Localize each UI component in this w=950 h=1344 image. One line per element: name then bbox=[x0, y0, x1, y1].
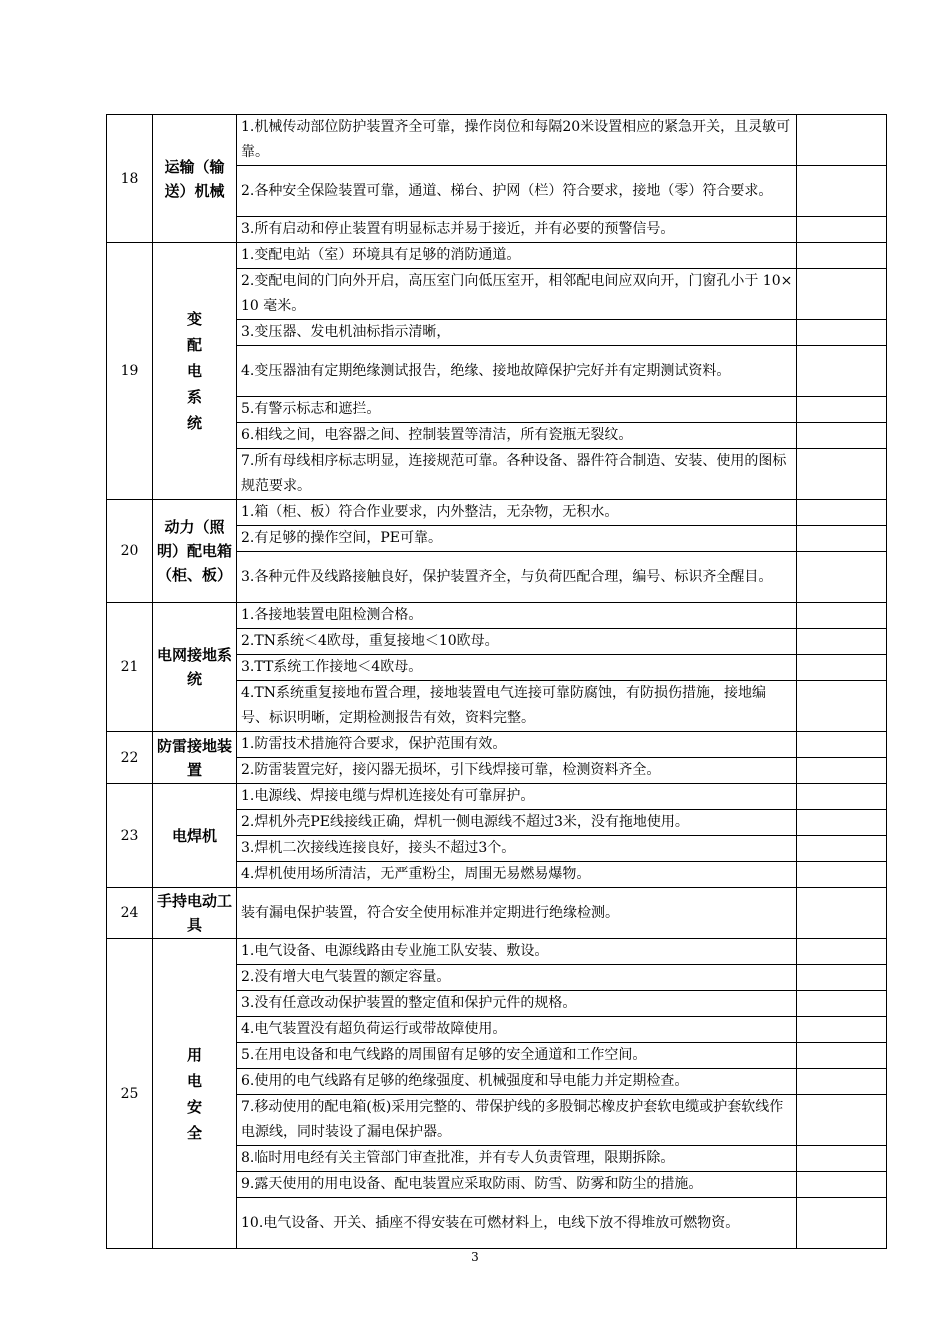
check-result-cell[interactable] bbox=[797, 732, 887, 758]
requirement-item: 装有漏电保护装置，符合安全使用标准并定期进行绝缘检测。 bbox=[237, 888, 797, 939]
requirement-item: 1.各接地装置电阻检测合格。 bbox=[237, 603, 797, 629]
table-row bbox=[107, 888, 887, 939]
requirement-item: 3.变压器、发电机油标指示清晰， bbox=[237, 320, 797, 346]
check-result-cell[interactable] bbox=[797, 888, 887, 939]
category-cell: 动力（照明）配电箱（柜、板） bbox=[153, 500, 237, 603]
requirement-item: 2.防雷装置完好，接闪器无损坏，引下线焊接可靠，检测资料齐全。 bbox=[237, 758, 797, 784]
requirement-item: 4.TN系统重复接地布置合理，接地装置电气连接可靠防腐蚀，有防损伤措施，接地编号、标识明晰，定期检测报告有效，资料完整。 bbox=[237, 681, 797, 732]
check-result-cell[interactable] bbox=[797, 552, 887, 603]
check-result-cell[interactable] bbox=[797, 243, 887, 269]
requirement-item: 4.变压器油有定期绝缘测试报告，绝缘、接地故障保护完好并有定期测试资料。 bbox=[237, 346, 797, 397]
requirement-item: 3.所有启动和停止装置有明显标志并易于接近，并有必要的预警信号。 bbox=[237, 217, 797, 243]
check-result-cell[interactable] bbox=[797, 991, 887, 1017]
category-cell: 变配电系统 bbox=[153, 243, 237, 500]
requirement-item: 4.电气装置没有超负荷运行或带故障使用。 bbox=[237, 1017, 797, 1043]
table-row bbox=[107, 939, 887, 965]
category-cell: 手持电动工具 bbox=[153, 888, 237, 939]
category-cell: 防雷接地装置 bbox=[153, 732, 237, 784]
requirement-item: 2.没有增大电气装置的额定容量。 bbox=[237, 965, 797, 991]
check-result-cell[interactable] bbox=[797, 629, 887, 655]
row-number: 18 bbox=[107, 115, 153, 243]
requirement-item: 8.临时用电经有关主管部门审查批准，并有专人负责管理，限期拆除。 bbox=[237, 1146, 797, 1172]
check-result-cell[interactable] bbox=[797, 1146, 887, 1172]
requirement-item: 9.露天使用的用电设备、配电装置应采取防雨、防雪、防雾和防尘的措施。 bbox=[237, 1172, 797, 1198]
requirement-item: 2.有足够的操作空间，PE可靠。 bbox=[237, 526, 797, 552]
table-row bbox=[107, 500, 887, 526]
row-number: 20 bbox=[107, 500, 153, 603]
check-result-cell[interactable] bbox=[797, 320, 887, 346]
check-result-cell[interactable] bbox=[797, 1043, 887, 1069]
check-result-cell[interactable] bbox=[797, 810, 887, 836]
category-cell: 电焊机 bbox=[153, 784, 237, 888]
row-number: 19 bbox=[107, 243, 153, 500]
requirement-item: 2.变配电间的门向外开启，高压室门向低压室开，相邻配电间应双向开，门窗孔小于 10×10 毫米。 bbox=[237, 269, 797, 320]
requirement-item: 1.防雷技术措施符合要求，保护范围有效。 bbox=[237, 732, 797, 758]
check-result-cell[interactable] bbox=[797, 397, 887, 423]
requirement-item: 5.有警示标志和遮拦。 bbox=[237, 397, 797, 423]
requirement-item: 3.各种元件及线路接触良好，保护装置齐全，与负荷匹配合理，编号、标识齐全醒目。 bbox=[237, 552, 797, 603]
check-result-cell[interactable] bbox=[797, 500, 887, 526]
check-result-cell[interactable] bbox=[797, 1198, 887, 1249]
requirement-item: 7.所有母线相序标志明显，连接规范可靠。各种设备、器件符合制造、安装、使用的图标规范要求。 bbox=[237, 449, 797, 500]
check-result-cell[interactable] bbox=[797, 269, 887, 320]
check-result-cell[interactable] bbox=[797, 115, 887, 166]
requirement-item: 5.在用电设备和电气线路的周围留有足够的安全通道和工作空间。 bbox=[237, 1043, 797, 1069]
check-result-cell[interactable] bbox=[797, 655, 887, 681]
check-result-cell[interactable] bbox=[797, 1069, 887, 1095]
requirement-item: 7.移动使用的配电箱(板)采用完整的、带保护线的多股铜芯橡皮护套软电缆或护套软线作电源线，同时装设了漏电保护器。 bbox=[237, 1095, 797, 1146]
category-cell: 用电安全 bbox=[153, 939, 237, 1249]
table-row bbox=[107, 784, 887, 810]
check-result-cell[interactable] bbox=[797, 449, 887, 500]
table-row bbox=[107, 732, 887, 758]
row-number: 21 bbox=[107, 603, 153, 732]
check-result-cell[interactable] bbox=[797, 784, 887, 810]
row-number: 22 bbox=[107, 732, 153, 784]
check-result-cell[interactable] bbox=[797, 346, 887, 397]
page-number: 3 bbox=[471, 1250, 479, 1264]
check-result-cell[interactable] bbox=[797, 836, 887, 862]
check-result-cell[interactable] bbox=[797, 1095, 887, 1146]
category-cell: 运输（输送）机械 bbox=[153, 115, 237, 243]
check-result-cell[interactable] bbox=[797, 166, 887, 217]
requirement-item: 1.箱（柜、板）符合作业要求，内外整洁，无杂物，无积水。 bbox=[237, 500, 797, 526]
requirement-item: 2.焊机外壳PE线接线正确，焊机一侧电源线不超过3米，没有拖地使用。 bbox=[237, 810, 797, 836]
check-result-cell[interactable] bbox=[797, 1172, 887, 1198]
check-result-cell[interactable] bbox=[797, 965, 887, 991]
inspection-table bbox=[106, 114, 887, 1249]
requirement-item: 6.相线之间，电容器之间、控制装置等清洁，所有瓷瓶无裂纹。 bbox=[237, 423, 797, 449]
requirement-item: 2.各种安全保险装置可靠，通道、梯台、护网（栏）符合要求，接地（零）符合要求。 bbox=[237, 166, 797, 217]
requirement-item: 3.焊机二次接线连接良好，接头不超过3个。 bbox=[237, 836, 797, 862]
requirement-item: 10.电气设备、开关、插座不得安装在可燃材料上，电线下放不得堆放可燃物资。 bbox=[237, 1198, 797, 1249]
check-result-cell[interactable] bbox=[797, 526, 887, 552]
check-result-cell[interactable] bbox=[797, 758, 887, 784]
table-row bbox=[107, 603, 887, 629]
check-result-cell[interactable] bbox=[797, 939, 887, 965]
inspection-table-container bbox=[106, 114, 886, 1249]
check-result-cell[interactable] bbox=[797, 681, 887, 732]
check-result-cell[interactable] bbox=[797, 217, 887, 243]
table-row bbox=[107, 243, 887, 269]
category-cell: 电网接地系统 bbox=[153, 603, 237, 732]
table-row bbox=[107, 115, 887, 166]
requirement-item: 3.TT系统工作接地＜4欧母。 bbox=[237, 655, 797, 681]
requirement-item: 1.电源线、焊接电缆与焊机连接处有可靠屏护。 bbox=[237, 784, 797, 810]
requirement-item: 4.焊机使用场所清洁，无严重粉尘，周围无易燃易爆物。 bbox=[237, 862, 797, 888]
inspection-table-body bbox=[107, 115, 887, 1249]
requirement-item: 1.机械传动部位防护装置齐全可靠，操作岗位和每隔20米设置相应的紧急开关，且灵敏可靠。 bbox=[237, 115, 797, 166]
requirement-item: 1.变配电站（室）环境具有足够的消防通道。 bbox=[237, 243, 797, 269]
row-number: 25 bbox=[107, 939, 153, 1249]
requirement-item: 6.使用的电气线路有足够的绝缘强度、机械强度和导电能力并定期检查。 bbox=[237, 1069, 797, 1095]
check-result-cell[interactable] bbox=[797, 1017, 887, 1043]
requirement-item: 2.TN系统＜4欧母，重复接地＜10欧母。 bbox=[237, 629, 797, 655]
requirement-item: 1.电气设备、电源线路由专业施工队安装、敷设。 bbox=[237, 939, 797, 965]
check-result-cell[interactable] bbox=[797, 423, 887, 449]
check-result-cell[interactable] bbox=[797, 603, 887, 629]
requirement-item: 3.没有任意改动保护装置的整定值和保护元件的规格。 bbox=[237, 991, 797, 1017]
row-number: 24 bbox=[107, 888, 153, 939]
check-result-cell[interactable] bbox=[797, 862, 887, 888]
row-number: 23 bbox=[107, 784, 153, 888]
